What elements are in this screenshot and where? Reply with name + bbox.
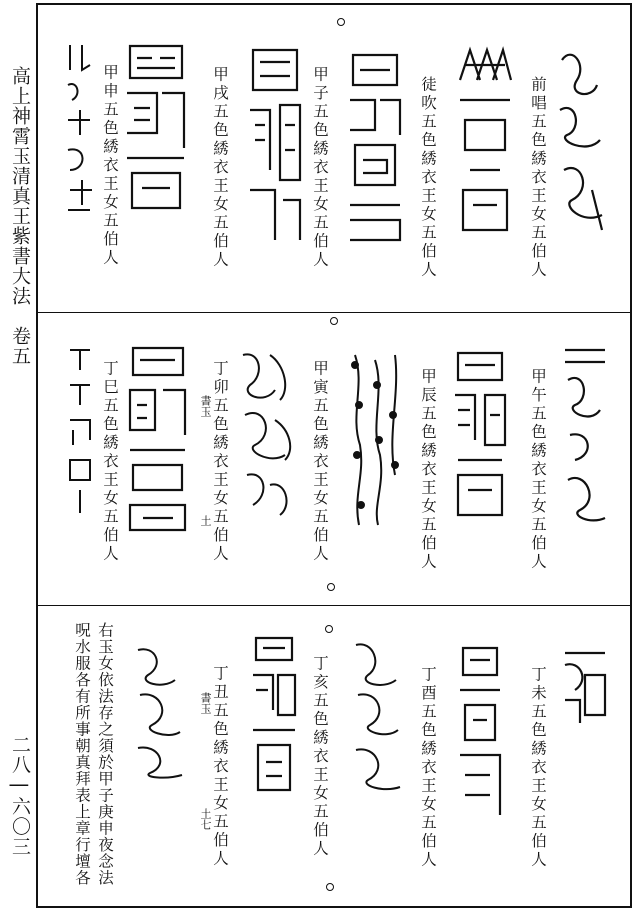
small-note: 土: [199, 515, 212, 526]
talisman-seal: [122, 38, 190, 213]
talisman-seal: [552, 40, 612, 240]
page-number: 二八 | 六〇三: [9, 735, 31, 857]
talisman-seal: [125, 340, 190, 535]
caption-5: 甲申五色綉衣王女五伯人: [101, 64, 119, 268]
talisman-seal: [235, 345, 300, 520]
caption-10: 丁巳五色綉衣王女五伯人: [101, 360, 119, 564]
caption-2: 徒吹五色綉衣王女五伯人: [419, 76, 437, 280]
caption-7: 甲辰五色綉衣王女五伯人: [419, 368, 437, 572]
caption-13: 丁亥五色綉衣王女五伯人: [311, 655, 329, 859]
caption-1: 前唱五色綉衣王女五伯人: [529, 76, 547, 280]
caption-4: 甲戌五色綉衣王女五伯人: [211, 66, 229, 270]
small-note: 書玉: [199, 395, 212, 417]
caption-12: 丁酉五色綉衣王女五伯人: [419, 666, 437, 870]
caption-11: 丁未五色綉衣王女五伯人: [529, 666, 547, 870]
talisman-seal: [248, 630, 300, 795]
caption-14: 丁丑五色綉衣王女五伯人: [211, 665, 229, 869]
talisman-seal: [455, 640, 505, 820]
panel-divider-2: [38, 605, 630, 606]
small-note: 書玉: [199, 692, 212, 714]
caption-8: 甲寅五色綉衣王女五伯人: [311, 360, 329, 564]
caption-3: 甲子五色綉衣王女五伯人: [311, 66, 329, 270]
talisman-seal: [455, 40, 515, 240]
circle-mark: [326, 883, 334, 891]
caption-6: 甲午五色綉衣王女五伯人: [529, 368, 547, 572]
closing-text-1: 右玉女依法存之須於甲子庚申夜念法: [96, 622, 114, 886]
book-title: 高上神霄玉清真王紫書大法 卷五: [9, 66, 31, 366]
circle-mark: [325, 625, 333, 633]
talisman-seal: [62, 40, 96, 220]
talisman-seal: [245, 40, 305, 250]
talisman-seal: [450, 345, 510, 525]
small-note: 土七: [199, 808, 212, 830]
talisman-seal: [345, 345, 405, 530]
talisman-seal: [560, 340, 610, 530]
talisman-seal: [130, 640, 185, 780]
panel-divider-1: [38, 312, 630, 313]
caption-9: 丁卯五色綉衣王女五伯人: [211, 360, 229, 564]
circle-mark: [337, 18, 345, 26]
talisman-seal: [345, 45, 405, 245]
closing-text-2: 呪水服各有所事朝真拜表上章行壇各: [73, 622, 91, 886]
circle-mark: [330, 317, 338, 325]
talisman-seal: [65, 345, 95, 515]
talisman-seal: [348, 635, 406, 795]
circle-mark: [327, 583, 335, 591]
talisman-seal: [560, 645, 610, 725]
